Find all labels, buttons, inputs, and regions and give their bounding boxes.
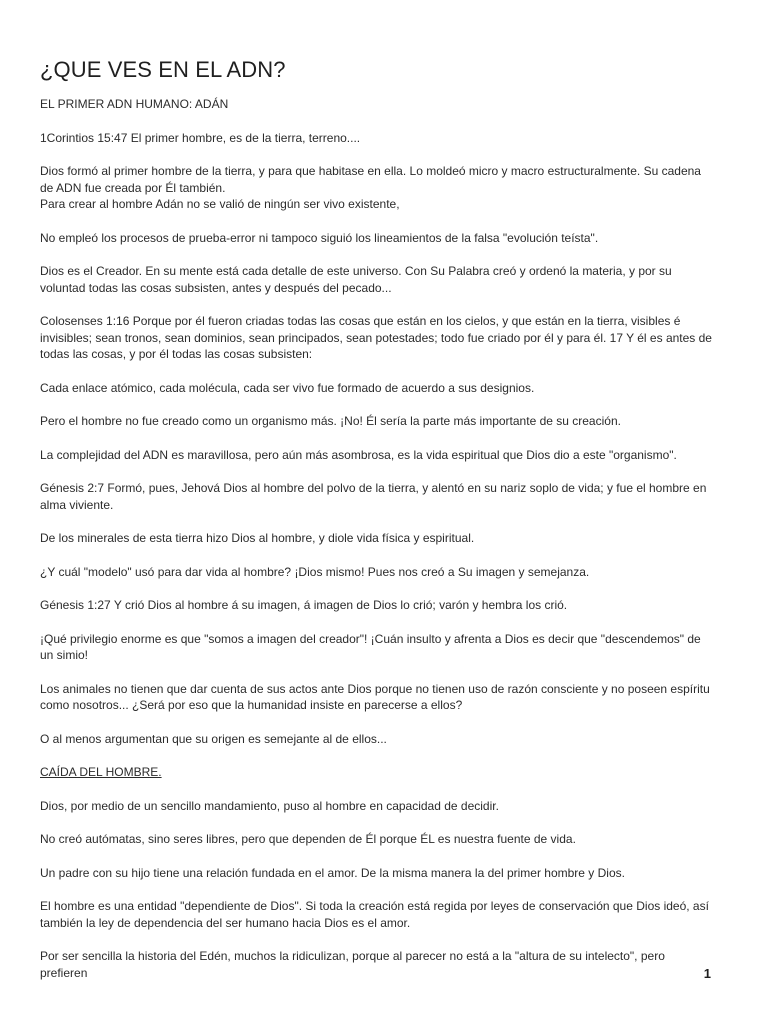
paragraph [40, 263, 712, 296]
paragraph [40, 898, 712, 931]
paragraph-line: No creó autómatas, sino seres libres, pero que dependen de Él porque ÉL es nuestra fuente de vida. [40, 832, 576, 846]
paragraph [40, 948, 712, 981]
paragraph-line: Dios, por medio de un sencillo mandamiento, puso al hombre en capacidad de decidir. [40, 798, 499, 813]
paragraph [40, 865, 712, 882]
paragraph-line: Pero el hombre no fue creado como un organismo más. ¡No! Él sería la parte más importante de su creación. [40, 414, 621, 428]
document-body [40, 56, 712, 998]
paragraph [40, 731, 712, 748]
paragraph [40, 831, 712, 848]
paragraph [40, 130, 712, 147]
paragraph-line: Para crear al hombre Adán no se valió de ningún ser vivo existente, [40, 197, 400, 211]
paragraph [40, 447, 712, 464]
paragraph [40, 798, 712, 815]
paragraph-line: O al menos argumentan que su origen es semejante al de ellos... [40, 731, 387, 746]
paragraph [40, 380, 712, 397]
paragraph-line: De los minerales de esta tierra hizo Dios al hombre, y diole vida física y espiritual. [40, 531, 475, 545]
paragraph [40, 413, 712, 430]
paragraph [40, 564, 712, 581]
paragraph-line: Dios es el Creador. En su mente está cada detalle de este universo. Con Su Palabra creó y ordenó la materia, y por su voluntad todas las cosas subsisten, antes y después del pecado... [40, 264, 672, 295]
paragraph-line: Génesis 1:27 Y crió Dios al hombre á su imagen, á imagen de Dios lo crió; varón y hembra los crió. [40, 598, 568, 612]
paragraph-line: Génesis 2:7 Formó, pues, Jehová Dios al hombre del polvo de la tierra, y alentó en su nariz soplo de vida; y fue el hombre en alma viviente. [40, 481, 707, 512]
paragraph [40, 631, 712, 664]
paragraph-line: ¡Qué privilegio enorme es que "somos a imagen del creador"! ¡Cuán insulto y afrenta a Dios es decir que "descendemos" de un simio! [40, 631, 701, 662]
paragraph-line: CAÍDA DEL HOMBRE. [40, 765, 162, 779]
paragraph-line: 1Corintios 15:47 El primer hombre, es de la tierra, terreno.... [40, 130, 361, 145]
paragraph-line: Colosenses 1:16 Porque por él fueron criadas todas las cosas que están en los cielos, y que están en la tierra, visibles é invisibles; sean tronos, sean dominios, sean principados, sean potestades; todo fue criado por él y para él. 17 Y él es antes de todas las cosas, y por él todas las cosas subsisten: [40, 314, 712, 361]
paragraph-line: El hombre es una entidad "dependiente de Dios". Si toda la creación está regida por leyes de conservación que Dios ideó, así también la ley de dependencia del ser humano hacia Dios es el amor. [40, 899, 709, 930]
paragraph-line: Los animales no tienen que dar cuenta de sus actos ante Dios porque no tienen uso de razón consciente y no poseen espíritu como nosotros... ¿Será por eso que la humanidad insiste en parecerse a ellos? [40, 681, 710, 712]
paragraph [40, 530, 712, 547]
paragraph [40, 764, 712, 781]
section-subtitle: EL PRIMER ADN HUMANO: ADÁN [40, 97, 229, 111]
paragraph [40, 681, 712, 714]
paragraph-line: Por ser sencilla la historia del Edén, muchos la ridiculizan, porque al parecer no está a la "altura de su intelecto", pero prefieren [40, 949, 665, 980]
paragraph-line: No empleó los procesos de prueba-error ni tampoco siguió los lineamientos de la falsa "evolución teísta". [40, 230, 599, 245]
paragraph-line: Cada enlace atómico, cada molécula, cada ser vivo fue formado de acuerdo a sus designios. [40, 380, 535, 395]
page-number: 1 [703, 966, 711, 981]
paragraph-line: Un padre con su hijo tiene una relación fundada en el amor. De la misma manera la del primer hombre y Dios. [40, 865, 625, 880]
paragraph-line: Dios formó al primer hombre de la tierra, y para que habitase en ella. Lo moldeó micro y macro estructuralmente. Su cadena de ADN fue creada por Él también. [40, 164, 701, 195]
paragraph [40, 163, 712, 213]
paragraph-list [40, 130, 712, 982]
paragraph-line: La complejidad del ADN es maravillosa, pero aún más asombrosa, es la vida espiritual que Dios dio a este "organismo". [40, 447, 677, 462]
paragraph [40, 313, 712, 363]
paragraph [40, 230, 712, 247]
page-title: ¿QUE VES EN EL ADN? [40, 57, 286, 82]
paragraph [40, 597, 712, 614]
paragraph-line: ¿Y cuál "modelo" usó para dar vida al hombre? ¡Dios mismo! Pues nos creó a Su imagen y semejanza. [40, 564, 590, 579]
paragraph [40, 480, 712, 513]
